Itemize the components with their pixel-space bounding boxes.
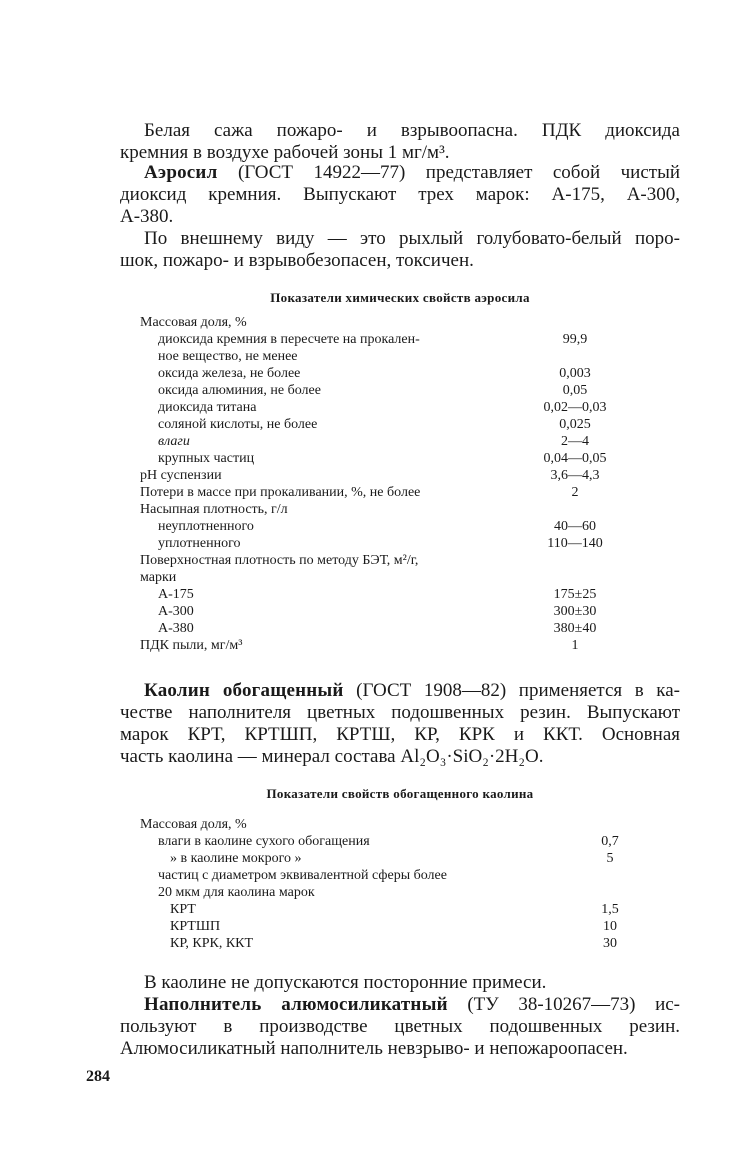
table-row (140, 569, 640, 586)
text-line: По внешнему виду — это рыхлый голубовато-белый поро- (144, 228, 680, 249)
row-value: 99,9 (562, 332, 588, 347)
row-label: оксида алюминия, не более (158, 383, 321, 398)
row-label: диоксида титана (158, 400, 257, 415)
text-fragment: (ГОСТ 1908—82) применяется в ка- (356, 680, 680, 701)
row-value: 300±30 (553, 604, 597, 619)
paragraph-aerosil (120, 162, 680, 228)
text-line (120, 162, 680, 184)
row-label: частиц с диаметром эквивалентной сферы более (158, 868, 447, 883)
row-label: крупных частиц (158, 451, 255, 466)
paragraph-appearance (120, 228, 680, 272)
table-row (140, 484, 640, 501)
row-label: Насыпная плотность, г/л (140, 502, 288, 517)
text-line: В каолине не допускаются посторонние примеси. (144, 972, 547, 993)
text-line: диоксид кремния. Выпускают трех марок: А-175, А-300, (120, 184, 680, 205)
row-label: влаги в каолине сухого обогащения (158, 834, 370, 849)
term-aerosil: Аэросил (144, 162, 218, 183)
row-value: 175±25 (553, 587, 597, 602)
paragraph-white-soot (120, 120, 680, 164)
table-row (140, 867, 640, 884)
row-value: 1,5 (601, 902, 619, 917)
table-title-aerosil: Показатели химических свойств аэросила (270, 290, 530, 305)
table-row (140, 850, 640, 867)
text-fragment: (ТУ 38-10267—73) ис- (467, 994, 680, 1015)
table-row (140, 884, 640, 901)
row-value: 0,025 (559, 417, 591, 432)
table-row (140, 314, 640, 331)
row-label: Массовая доля, % (140, 817, 247, 832)
table-row (140, 552, 640, 569)
table-row (140, 348, 640, 365)
table-row (140, 416, 640, 433)
table-row (140, 399, 640, 416)
text-line (120, 994, 680, 1016)
text-line: пользуют в производстве цветных подошвенных резин. (120, 1016, 680, 1037)
table-row (140, 518, 640, 535)
text-line: Алюмосиликатный наполнитель невзрыво- и непожароопасен. (120, 1038, 628, 1059)
text-fragment: (ГОСТ 14922—77) представляет собой чистый (237, 162, 680, 183)
table-row (140, 603, 640, 620)
table-kaolin (140, 816, 640, 952)
row-label: Массовая доля, % (140, 315, 247, 330)
row-label: уплотненного (158, 536, 241, 551)
table-row (140, 918, 640, 935)
text-line: шок, пожаро- и взрывобезопасен, токсичен. (120, 250, 474, 271)
row-value: 0,02—0,03 (543, 400, 607, 415)
row-label: неуплотненного (158, 519, 254, 534)
row-value: 5 (606, 851, 614, 866)
row-label: КРТ (170, 902, 196, 917)
row-label: оксида железа, не более (158, 366, 301, 381)
term-aluminosilicate: Наполнитель алюмосиликатный (144, 994, 448, 1015)
row-value: 2 (571, 485, 579, 500)
row-label: марки (140, 570, 177, 585)
row-label: pH суспензии (140, 468, 222, 483)
table-row (140, 833, 640, 850)
text-line: А-380. (120, 206, 174, 227)
row-label: » в каолине мокрого » (170, 851, 302, 866)
row-label: А-175 (158, 587, 194, 602)
row-label: ПДК пыли, мг/м³ (140, 638, 243, 653)
row-label: диоксида кремния в пересчете на прокален- (158, 332, 420, 347)
text-line (120, 680, 680, 702)
term-kaolin: Каолин обогащенный (144, 680, 344, 701)
text-line: кремния в воздухе рабочей зоны 1 мг/м³. (120, 142, 450, 163)
row-value: 0,04—0,05 (543, 451, 607, 466)
table-row (140, 450, 640, 467)
table-row (140, 620, 640, 637)
row-value: 380±40 (553, 621, 597, 636)
text-line: марок КРТ, КРТШП, КРТШ, КР, КРК и ККТ. Основная (120, 724, 680, 745)
table-row (140, 433, 640, 450)
row-value: 40—60 (554, 519, 596, 534)
row-label: ное вещество, не менее (158, 349, 298, 364)
row-value: 0,7 (601, 834, 619, 849)
row-value: 0,003 (559, 366, 591, 381)
page-number: 284 (86, 1068, 110, 1085)
table-row (140, 935, 640, 952)
row-label: Поверхностная плотность по методу БЭТ, м²/г, (140, 553, 419, 568)
table-aerosil (140, 314, 640, 654)
table-title-kaolin: Показатели свойств обогащенного каолина (266, 786, 534, 801)
row-value: 10 (603, 919, 617, 934)
table-row (140, 816, 640, 833)
table-row (140, 637, 640, 654)
row-value: 30 (603, 936, 617, 951)
table-row (140, 586, 640, 603)
row-label: 20 мкм для каолина марок (158, 885, 315, 900)
text-line: часть каолина — минерал состава Al₂O₃·SiO₂·2H₂O. (120, 746, 544, 767)
table-row (140, 501, 640, 518)
paragraph-aluminosilicate (120, 994, 680, 1060)
row-value: 2—4 (561, 434, 589, 449)
table-row (140, 382, 640, 399)
row-value: 1 (571, 638, 579, 653)
row-label: КРТШП (170, 919, 221, 934)
paragraph-impurities (120, 972, 680, 994)
table-row (140, 467, 640, 484)
paragraph-kaolin (120, 680, 680, 768)
text-line: Белая сажа пожаро- и взрывоопасна. ПДК диоксида (144, 120, 680, 141)
row-value: 3,6—4,3 (550, 468, 600, 483)
text-line: честве наполнителя цветных подошвенных резин. Выпускают (120, 702, 680, 723)
table-row (140, 535, 640, 552)
row-label: КР, КРК, ККТ (170, 936, 254, 951)
row-label: А-380 (158, 621, 194, 636)
table-row (140, 365, 640, 382)
table-row (140, 331, 640, 348)
row-label: А-300 (158, 604, 194, 619)
table-row (140, 901, 640, 918)
row-label: влаги (158, 434, 190, 449)
row-value: 0,05 (562, 383, 588, 398)
row-label: соляной кислоты, не более (158, 417, 318, 432)
row-label: Потери в массе при прокаливании, %, не более (140, 485, 421, 500)
row-value: 110—140 (547, 536, 603, 551)
